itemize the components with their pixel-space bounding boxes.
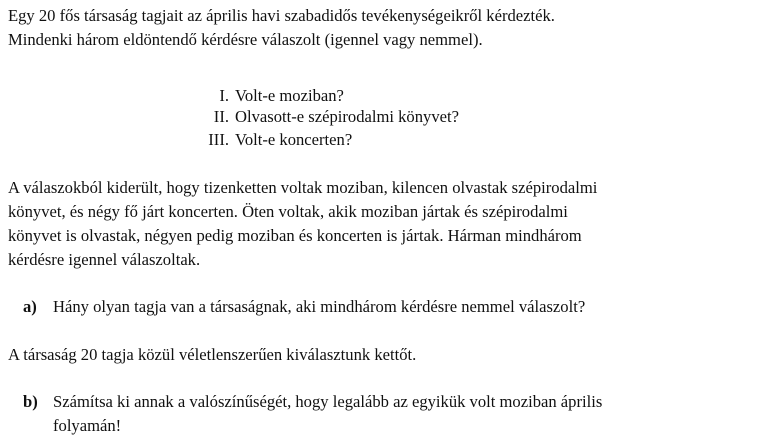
question-text: Volt-e koncerten? (235, 130, 353, 149)
question-item (189, 105, 459, 129)
intro-line-1: Egy 20 fős társaság tagjait az április havi szabadidős tevékenységeikről kérdezték. (8, 6, 555, 25)
question-item (189, 128, 352, 152)
part-b-question (53, 390, 733, 438)
findings-line-4: kérdésre igennel válaszoltak. (8, 250, 201, 269)
selection-paragraph (8, 343, 743, 367)
part-a-question: Hány olyan tagja van a társaságnak, aki mindhárom kérdésre nemmel válaszolt? (53, 297, 586, 316)
part-b-line-2: folyamán! (53, 416, 122, 435)
findings-line-2: könyvet, és négy fő járt koncerten. Öten voltak, akik moziban jártak és szépirodalmi (8, 202, 568, 221)
selection-text: A társaság 20 tagja közül véletlenszerűen kiválasztunk kettőt. (8, 345, 417, 364)
intro-paragraph (8, 4, 743, 52)
findings-line-3: könyvet is olvastak, négyen pedig moziban és koncerten is jártak. Hárman mindhárom (8, 226, 582, 245)
part-b-line-1: Számítsa ki annak a valószínűségét, hogy legalább az egyikük volt moziban április (53, 392, 603, 411)
question-number: II. (213, 107, 229, 126)
question-text: Olvasott-e szépirodalmi könyvet? (235, 107, 459, 126)
part-b-label: b) (23, 392, 38, 411)
question-text: Volt-e moziban? (235, 86, 344, 105)
findings-line-1: A válaszokból kiderült, hogy tizenketten voltak moziban, kilencen olvastak szépirodalmi (8, 178, 598, 197)
question-number: I. (219, 86, 229, 105)
part-a-label: a) (23, 297, 37, 316)
part-b (23, 390, 733, 438)
part-a (23, 295, 733, 319)
intro-line-2: Mindenki három eldöntendő kérdésre válaszolt (igennel vagy nemmel). (8, 30, 483, 49)
findings-paragraph (8, 176, 743, 272)
question-number: III. (208, 130, 229, 149)
